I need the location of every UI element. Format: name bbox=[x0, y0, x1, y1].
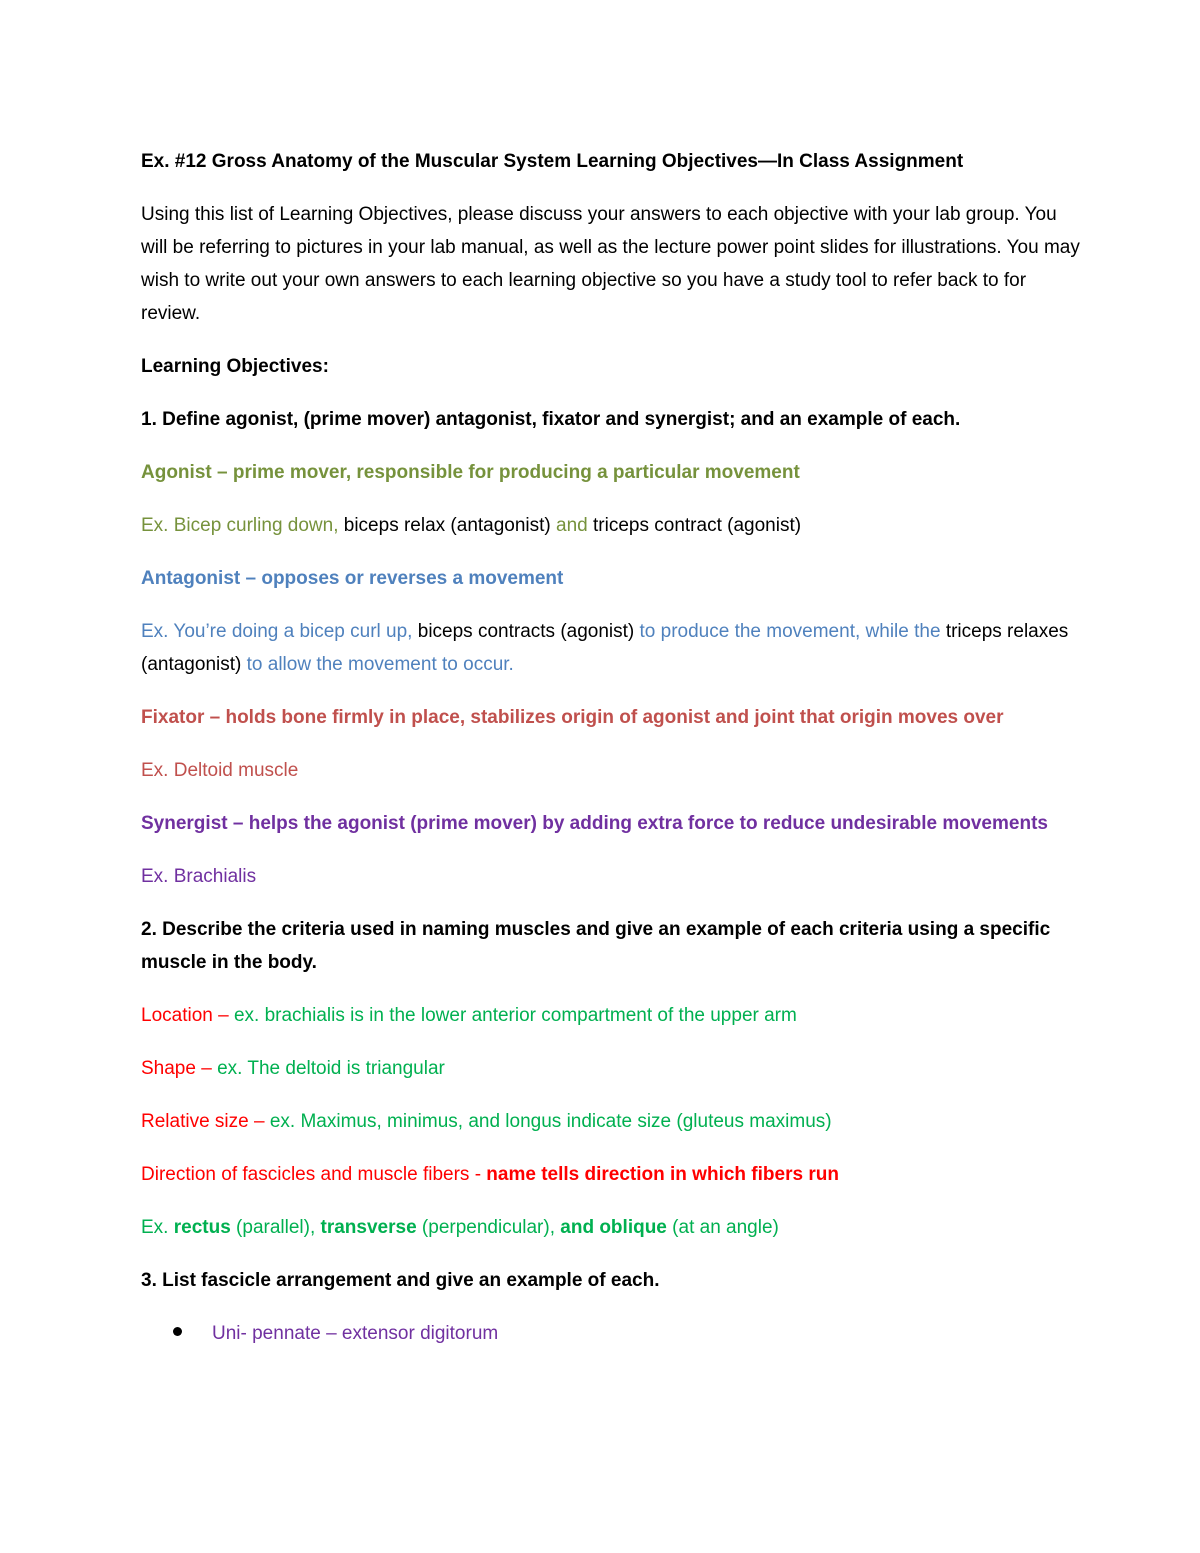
criteria-label: Direction of fascicles and muscle fibers - bbox=[141, 1164, 487, 1185]
antagonist-example-part: triceps relaxes (antagonist) bbox=[141, 621, 1069, 675]
agonist-example-part: triceps contract (agonist) bbox=[593, 515, 802, 536]
agonist-example-part: biceps relax (antagonist) bbox=[343, 515, 557, 536]
question-2: 2. Describe the criteria used in naming muscles and give an example of each criteria using a specific muscle in the body. bbox=[141, 919, 1051, 973]
agonist-example-part: Ex. Bicep curling down, bbox=[141, 515, 344, 536]
question-1: 1. Define agonist, (prime mover) antagonist, fixator and synergist; and an example of each. bbox=[141, 409, 961, 430]
criteria-text: ex. The deltoid is triangular bbox=[217, 1058, 445, 1079]
direction-example-part: (perpendicular), bbox=[416, 1217, 561, 1238]
fixator-definition: Fixator – holds bone firmly in place, stabilizes origin of agonist and joint that origin moves over bbox=[141, 707, 1004, 728]
question-3: 3. List fascicle arrangement and give an example of each. bbox=[141, 1270, 660, 1291]
criteria-shape bbox=[141, 1052, 1080, 1085]
criteria-text: ex. brachialis is in the lower anterior compartment of the upper arm bbox=[233, 1005, 797, 1026]
direction-example-part: Ex. bbox=[141, 1217, 174, 1238]
direction-example-part: and bbox=[560, 1217, 600, 1238]
agonist-example bbox=[141, 509, 1080, 542]
bullet-icon bbox=[173, 1327, 182, 1336]
criteria-relative-size bbox=[141, 1105, 1080, 1138]
list-item-text: Uni- pennate – extensor digitorum bbox=[212, 1323, 499, 1344]
criteria-label: Relative size – bbox=[141, 1111, 270, 1132]
direction-example-part: (parallel), bbox=[230, 1217, 321, 1238]
criteria-location bbox=[141, 999, 1080, 1032]
learning-objectives-heading: Learning Objectives: bbox=[141, 356, 329, 377]
direction-example-part: oblique bbox=[599, 1217, 667, 1238]
criteria-label: Shape – bbox=[141, 1058, 218, 1079]
antagonist-example-part: biceps contracts (agonist) bbox=[417, 621, 640, 642]
antagonist-example-part: to produce the movement, while the bbox=[639, 621, 946, 642]
antagonist-definition: Antagonist – opposes or reverses a movement bbox=[141, 568, 564, 589]
document-title: Ex. #12 Gross Anatomy of the Muscular System Learning Objectives—In Class Assignment bbox=[141, 151, 964, 172]
direction-example-part: rectus bbox=[173, 1217, 231, 1238]
agonist-example-part: and bbox=[556, 515, 594, 536]
direction-example-part: (at an angle) bbox=[666, 1217, 779, 1238]
list-item bbox=[173, 1317, 1080, 1350]
intro-paragraph: Using this list of Learning Objectives, please discuss your answers to each objective with your lab group. You will be referring to pictures in your lab manual, as well as the lecture power point slides for illustrations. You may wish to write out your own answers to each learning objective so you have a study tool to refer back to for review. bbox=[141, 204, 1080, 324]
criteria-text: name tells direction in which fibers run bbox=[486, 1164, 839, 1185]
direction-example-part: transverse bbox=[320, 1217, 417, 1238]
synergist-definition: Synergist – helps the agonist (prime mover) by adding extra force to reduce undesirable movements bbox=[141, 813, 1048, 834]
antagonist-example-part: to allow the movement to occur. bbox=[246, 654, 514, 675]
direction-example bbox=[141, 1211, 1080, 1244]
fixator-example: Ex. Deltoid muscle bbox=[141, 760, 299, 781]
antagonist-example-part: Ex. You’re doing a bicep curl up, bbox=[141, 621, 418, 642]
criteria-text: ex. Maximus, minimus, and longus indicate size (gluteus maximus) bbox=[269, 1111, 832, 1132]
criteria-label: Location – bbox=[141, 1005, 234, 1026]
criteria-direction bbox=[141, 1158, 1080, 1191]
antagonist-example bbox=[141, 615, 1080, 681]
agonist-definition: Agonist – prime mover, responsible for producing a particular movement bbox=[141, 462, 800, 483]
synergist-example: Ex. Brachialis bbox=[141, 866, 257, 887]
